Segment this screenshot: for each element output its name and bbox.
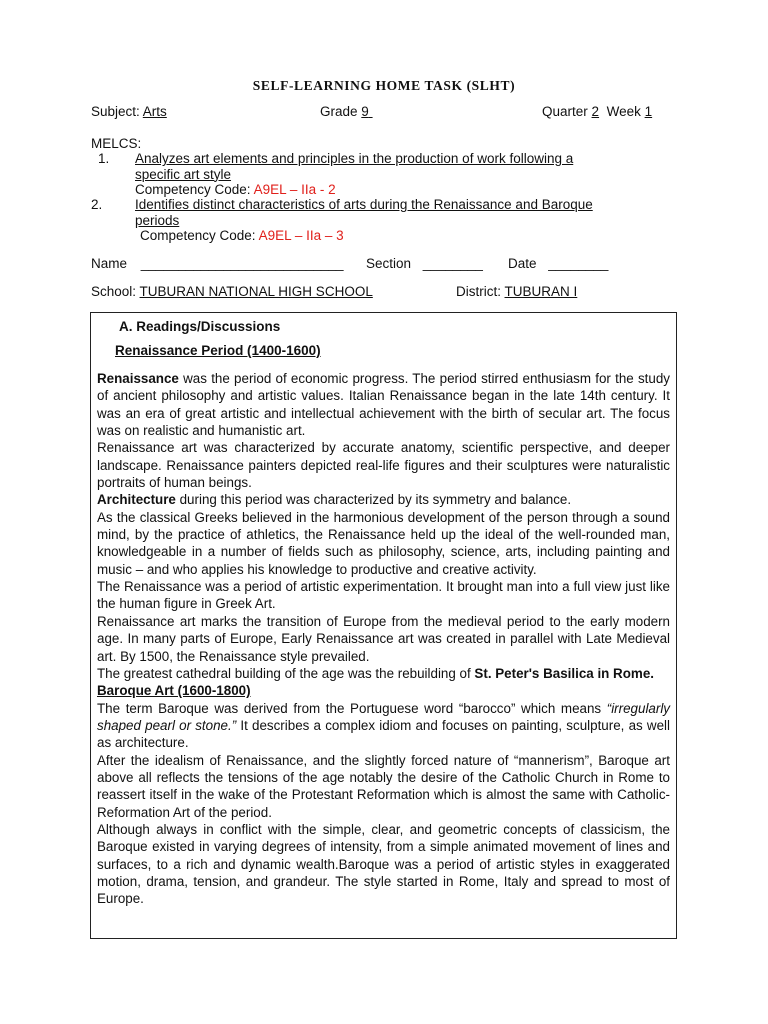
baroque-heading: Baroque Art (1600-1800) bbox=[97, 683, 251, 699]
school-value: TUBURAN NATIONAL HIGH SCHOOL bbox=[139, 284, 373, 299]
district-field bbox=[456, 284, 577, 299]
readings-box bbox=[90, 312, 677, 939]
subject-field bbox=[91, 104, 167, 119]
melc-number-1: 1. bbox=[98, 151, 110, 166]
grade-field bbox=[320, 104, 373, 119]
section-blank: ________ bbox=[422, 256, 483, 271]
melc-1-text-line1: Analyzes art elements and principles in the production of work following a bbox=[135, 151, 574, 166]
week-value: 1 bbox=[644, 104, 653, 119]
paragraph-renaissance: Renaissance was the period of economic progress. The period stirred enthusiasm for the study of ancient philosophy and artistic values. Italian Renaissance began in the late 14th century. It was an era of great artistic and intellectual achievement with the birth of secular art. The focus was on realistic and humanistic art. bbox=[97, 371, 670, 439]
subject-label: Subject: bbox=[91, 104, 140, 119]
melc-item-2 bbox=[135, 197, 593, 244]
subject-value: Arts bbox=[142, 104, 167, 119]
name-field bbox=[91, 256, 344, 271]
paragraph-experimentation: The Renaissance was a period of artistic experimentation. It brought man into a full view just like the human figure in Greek Art. bbox=[97, 579, 670, 612]
melc-2-code: Competency Code: A9EL – IIa – 3 bbox=[140, 228, 344, 243]
paragraph-cathedral: The greatest cathedral building of the age was the rebuilding of St. Peter's Basilica in Rome. bbox=[97, 665, 654, 681]
readings-heading: A. Readings/Discussions bbox=[119, 319, 281, 334]
paragraph-renaissance-art: Renaissance art was characterized by accurate anatomy, scientific perspective, and deeper landscape. Renaissance painters depicted real-life figures and their sculptures were naturalistic portraits of human beings. bbox=[97, 440, 670, 491]
date-blank: ________ bbox=[548, 256, 609, 271]
renaissance-heading: Renaissance Period (1400-1600) bbox=[115, 343, 321, 358]
section-label: Section bbox=[366, 256, 412, 271]
melc-1-text-line2: specific art style bbox=[135, 166, 232, 182]
quarter-label: Quarter bbox=[542, 104, 588, 119]
melc-number-2: 2. bbox=[91, 197, 103, 212]
paragraph-greeks: As the classical Greeks believed in the harmonious development of the person through a sound mind, by the practice of athletics, the Renaissance held up the ideal of the well-rounded man, knowledgeable in a number of fields such as philosophy, science, arts, including painting and music – and who applies his knowledge to productive and creative activity. bbox=[97, 509, 670, 577]
paragraph-baroque-tensions: After the idealism of Renaissance, and the slightly forced nature of “mannerism”, Baroque art above all reflects the tensions of the age notably the desire of the Catholic Church in Rome to reassert itself in the wake of the Protestant Reformation which is almost the same with Catholic- Reformation Art of the period. bbox=[97, 752, 670, 820]
melc-2-code-value: A9EL – IIa – 3 bbox=[258, 228, 344, 243]
name-blank: ___________________________ bbox=[140, 256, 344, 271]
melc-2-text-line2: periods bbox=[135, 212, 180, 228]
paragraph-baroque-term: The term Baroque was derived from the Portuguese word “barocco” which means “irregularly shaped pearl or stone.” It describes a complex idiom and focuses on painting, sculpture, as well as architecture. bbox=[97, 700, 670, 751]
date-label: Date bbox=[508, 256, 537, 271]
readings-body bbox=[97, 370, 670, 908]
section-field bbox=[366, 256, 483, 271]
melc-1-code: Competency Code: A9EL – IIa - 2 bbox=[135, 182, 336, 197]
melc-1-code-value: A9EL – IIa - 2 bbox=[253, 182, 336, 197]
name-label: Name bbox=[91, 256, 128, 271]
paragraph-architecture: Architecture during this period was characterized by its symmetry and balance. bbox=[97, 492, 572, 508]
melc-item-1 bbox=[135, 151, 573, 198]
grade-label: Grade bbox=[320, 104, 358, 119]
date-field bbox=[508, 256, 608, 271]
paragraph-baroque-classicism: Although always in conflict with the simple, clear, and geometric concepts of classicism, the Baroque existed in varying degrees of intensity, from a simple animated movement of lines and surfaces, to a rich and dynamic wealth.Baroque was a period of artistic styles in exaggerated motion, drama, tension, and grandeur. The style started in Rome, Italy and spread to most of Europe. bbox=[97, 821, 670, 907]
district-value: TUBURAN I bbox=[504, 284, 578, 299]
week-label: Week bbox=[606, 104, 641, 119]
grade-value: 9 bbox=[361, 104, 369, 119]
school-field bbox=[91, 284, 373, 299]
document-title: SELF-LEARNING HOME TASK (SLHT) bbox=[252, 78, 516, 93]
paragraph-transition: Renaissance art marks the transition of Europe from the medieval period to the early modern age. In many parts of Europe, Early Renaissance art was created in parallel with Late Medieval art. By 1500, the Renaissance style prevailed. bbox=[97, 613, 670, 664]
district-label: District: bbox=[456, 284, 501, 299]
melcs-label: MELCS: bbox=[91, 136, 142, 151]
quarter-week-field bbox=[542, 104, 652, 119]
melc-2-text-line1: Identifies distinct characteristics of arts during the Renaissance and Baroque bbox=[135, 197, 593, 212]
school-label: School: bbox=[91, 284, 137, 299]
quarter-value: 2 bbox=[591, 104, 600, 119]
